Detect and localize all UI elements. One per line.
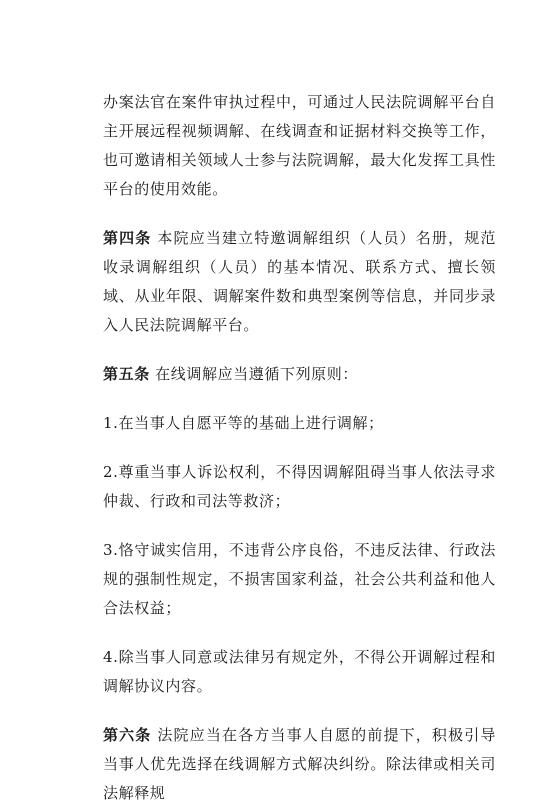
article-4	[103, 224, 496, 340]
principle-item	[103, 458, 496, 516]
article-heading: 第六条	[103, 726, 152, 744]
principle-text: 3.恪守诚实信用，不违背公序良俗，不违反法律、行政法规的强制性规定，不损害国家利益，社会公共利益和他人合法权益；	[103, 541, 496, 617]
principle-item	[103, 536, 496, 623]
article-text: 法院应当在各方当事人自愿的前提下，积极引导当事人优先选择在线调解方式解决纠纷。除法律或相关司法解释规	[103, 726, 496, 802]
article-heading: 第五条	[103, 365, 150, 383]
article-6	[103, 721, 496, 808]
article-5	[103, 360, 496, 389]
article-text: 本院应当建立特邀调解组织（人员）名册，规范收录调解组织（人员）的基本情况、联系方式、擅长领域、从业年限、调解案件数和典型案例等信息，并同步录入人民法院调解平台。	[103, 229, 496, 334]
principle-item	[103, 643, 496, 701]
principle-text: 4.除当事人同意或法律另有规定外，不得公开调解过程和调解协议内容。	[103, 648, 496, 695]
article-text: 在线调解应当遵循下列原则：	[149, 365, 358, 383]
article-heading: 第四条	[103, 229, 152, 247]
principle-text: 1.在当事人自愿平等的基础上进行调解；	[103, 414, 384, 432]
principle-text: 2.尊重当事人诉讼权利，不得因调解阻碍当事人依法寻求仲裁、行政和司法等救济；	[103, 463, 496, 510]
principle-item	[103, 409, 496, 438]
paragraph-text: 办案法官在案件审执过程中，可通过人民法院调解平台自主开展远程视频调解、在线调查和证据材料交换等工作，也可邀请相关领域人士参与法院调解，最大化发挥工具性平台的使用效能。	[103, 93, 496, 198]
paragraph-intro	[103, 88, 496, 204]
